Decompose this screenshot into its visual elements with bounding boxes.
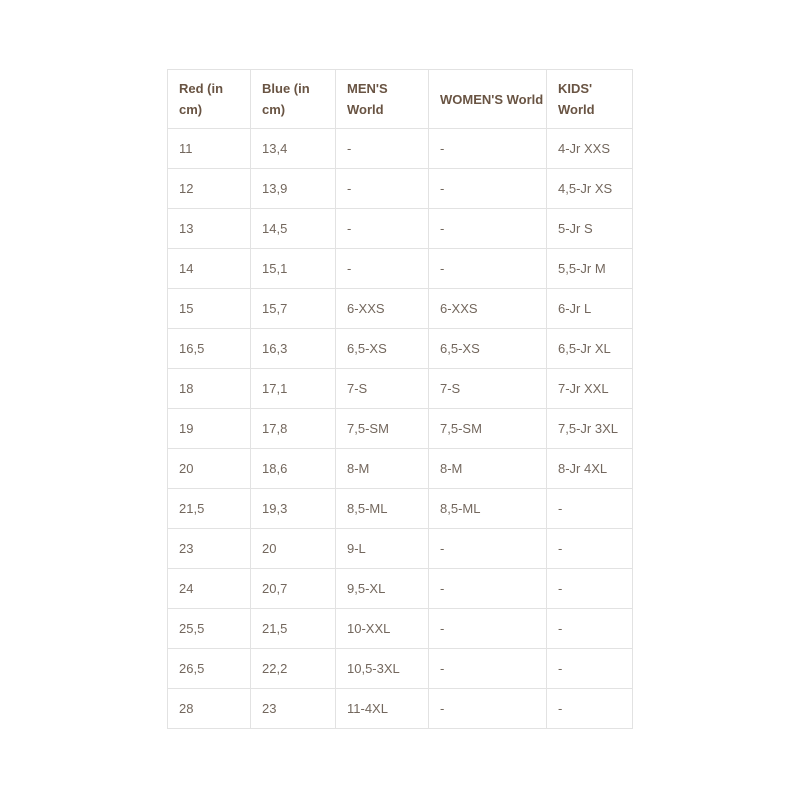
table-cell: 24: [168, 569, 251, 609]
table-cell: -: [429, 649, 547, 689]
table-cell: 13,4: [251, 129, 336, 169]
table-cell: 19: [168, 409, 251, 449]
table-cell: 28: [168, 689, 251, 729]
table-cell: 23: [251, 689, 336, 729]
table-row: [168, 209, 633, 249]
table-cell: 19,3: [251, 489, 336, 529]
table-cell: 4,5-Jr XS: [547, 169, 633, 209]
table-cell: -: [336, 129, 429, 169]
table-cell: 15,1: [251, 249, 336, 289]
column-header-1: Red (in cm): [168, 70, 251, 129]
table-cell: -: [429, 249, 547, 289]
table-row: [168, 449, 633, 489]
table-cell: -: [547, 609, 633, 649]
table-cell: -: [547, 489, 633, 529]
table-cell: 8,5-ML: [336, 489, 429, 529]
column-header-3: MEN'S World: [336, 70, 429, 129]
table-cell: 6-XXS: [429, 289, 547, 329]
table-cell: 20,7: [251, 569, 336, 609]
table-row: [168, 609, 633, 649]
table-cell: 12: [168, 169, 251, 209]
table-cell: 11-4XL: [336, 689, 429, 729]
table-cell: 4-Jr XXS: [547, 129, 633, 169]
table-cell: 11: [168, 129, 251, 169]
table-cell: 6,5-Jr XL: [547, 329, 633, 369]
table-cell: 14: [168, 249, 251, 289]
table-cell: 10,5-3XL: [336, 649, 429, 689]
table-cell: 7-Jr XXL: [547, 369, 633, 409]
table-cell: 6-XXS: [336, 289, 429, 329]
table-cell: -: [547, 649, 633, 689]
table-cell: 13,9: [251, 169, 336, 209]
table-row: [168, 329, 633, 369]
table-cell: 9-L: [336, 529, 429, 569]
table-body: [168, 129, 633, 729]
table-cell: -: [429, 129, 547, 169]
table-cell: 16,5: [168, 329, 251, 369]
table-cell: 7,5-SM: [429, 409, 547, 449]
table-row: [168, 169, 633, 209]
table-cell: 8,5-ML: [429, 489, 547, 529]
table-cell: 6-Jr L: [547, 289, 633, 329]
table-cell: 13: [168, 209, 251, 249]
column-header-4: WOMEN'S World: [429, 70, 547, 129]
size-conversion-table: [167, 69, 633, 729]
table-row: [168, 129, 633, 169]
table-cell: -: [429, 169, 547, 209]
table-row: [168, 689, 633, 729]
table-cell: 15,7: [251, 289, 336, 329]
table-cell: 7,5-Jr 3XL: [547, 409, 633, 449]
table-row: [168, 649, 633, 689]
table-cell: 5-Jr S: [547, 209, 633, 249]
table-cell: -: [429, 609, 547, 649]
table-row: [168, 409, 633, 449]
table-cell: -: [547, 689, 633, 729]
table-row: [168, 569, 633, 609]
table-cell: 22,2: [251, 649, 336, 689]
table-cell: 25,5: [168, 609, 251, 649]
table-cell: 8-M: [429, 449, 547, 489]
table-cell: 10-XXL: [336, 609, 429, 649]
table-cell: -: [429, 529, 547, 569]
table-cell: 26,5: [168, 649, 251, 689]
table-cell: -: [547, 529, 633, 569]
column-header-5: KIDS' World: [547, 70, 633, 129]
table-row: [168, 529, 633, 569]
table-cell: -: [547, 569, 633, 609]
column-header-2: Blue (in cm): [251, 70, 336, 129]
table-header: [168, 70, 633, 129]
table-cell: 7-S: [336, 369, 429, 409]
table-cell: 18: [168, 369, 251, 409]
table-header-row: [168, 70, 633, 129]
table-cell: -: [429, 689, 547, 729]
table-cell: 7,5-SM: [336, 409, 429, 449]
table-cell: 18,6: [251, 449, 336, 489]
table-cell: -: [336, 209, 429, 249]
table-cell: 6,5-XS: [429, 329, 547, 369]
table-cell: -: [336, 169, 429, 209]
table-row: [168, 369, 633, 409]
table-cell: 21,5: [168, 489, 251, 529]
size-conversion-table-container: [167, 69, 632, 729]
table-row: [168, 249, 633, 289]
table-cell: 7-S: [429, 369, 547, 409]
table-cell: 16,3: [251, 329, 336, 369]
table-cell: 17,8: [251, 409, 336, 449]
table-cell: 8-M: [336, 449, 429, 489]
table-cell: -: [429, 569, 547, 609]
table-cell: 17,1: [251, 369, 336, 409]
table-row: [168, 289, 633, 329]
table-row: [168, 489, 633, 529]
table-cell: 9,5-XL: [336, 569, 429, 609]
table-cell: -: [336, 249, 429, 289]
table-cell: 14,5: [251, 209, 336, 249]
table-cell: 15: [168, 289, 251, 329]
table-cell: 6,5-XS: [336, 329, 429, 369]
table-cell: 20: [251, 529, 336, 569]
table-cell: 8-Jr 4XL: [547, 449, 633, 489]
table-cell: -: [429, 209, 547, 249]
table-cell: 5,5-Jr M: [547, 249, 633, 289]
table-cell: 23: [168, 529, 251, 569]
table-cell: 20: [168, 449, 251, 489]
table-cell: 21,5: [251, 609, 336, 649]
